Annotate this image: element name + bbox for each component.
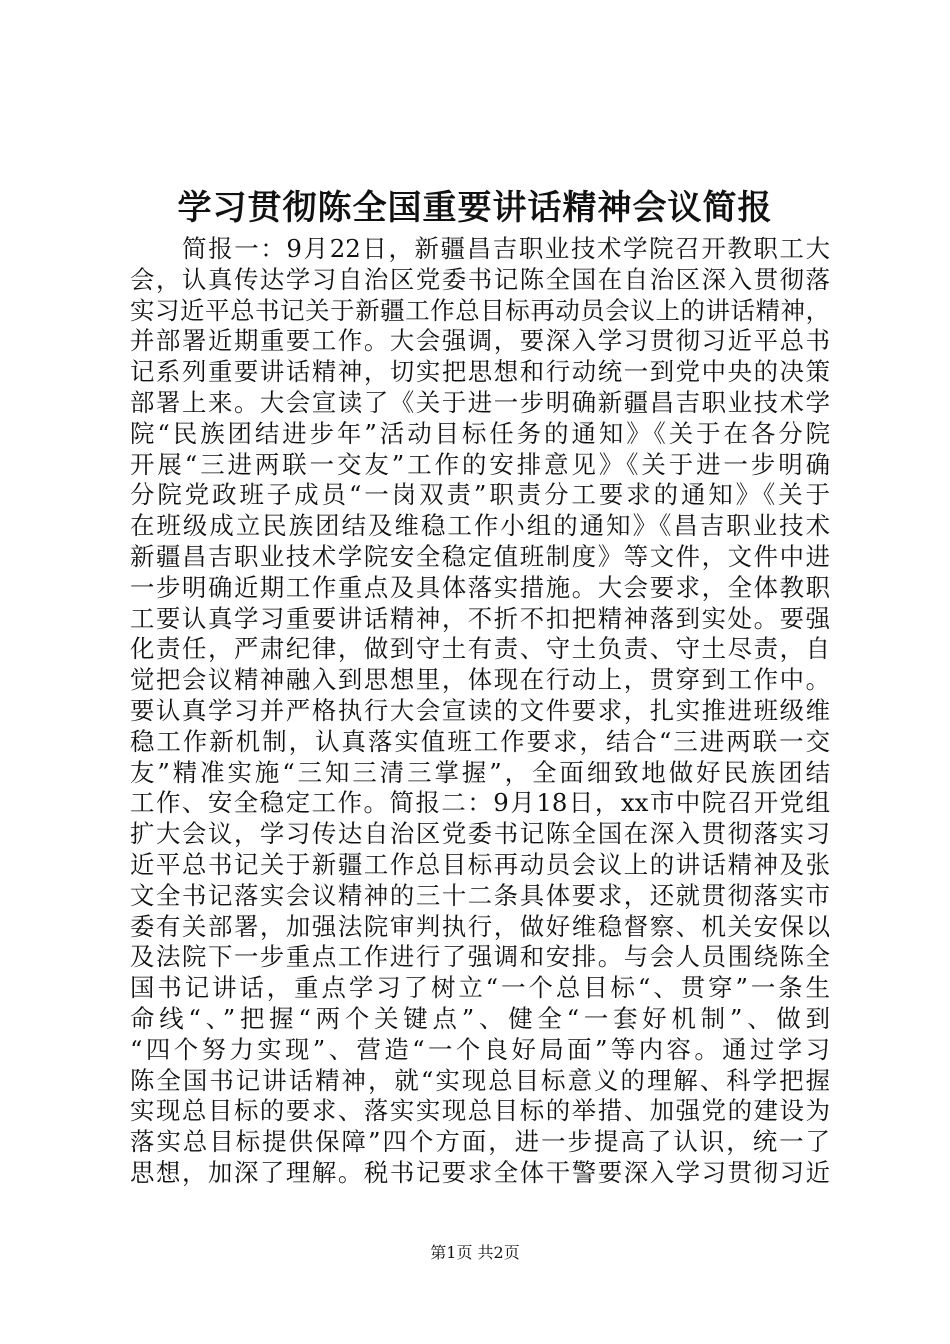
- body-line: 落实总目标提供保障”四个方面，进一步提高了认识，统一了: [130, 1127, 830, 1157]
- body-line: 友”精准实施“三知三清三掌握”，全面细致地做好民族团结: [130, 757, 830, 787]
- document-body: [130, 234, 830, 1189]
- body-line: 部署上来。大会宣读了《关于进一步明确新疆昌吉职业技术学: [130, 387, 830, 417]
- page-footer: 第1页 共2页: [430, 1243, 520, 1262]
- body-line: 院“民族团结进步年”活动目标任务的通知》《关于在各分院: [130, 418, 830, 448]
- body-line: 要认真学习并严格执行大会宣读的文件要求，扎实推进班级维: [130, 695, 830, 725]
- body-line: 实现总目标的要求、落实实现总目标的举措、加强党的建设为: [130, 1096, 830, 1126]
- body-line: 会，认真传达学习自治区党委书记陈全国在自治区深入贯彻落: [130, 264, 830, 294]
- body-line: 觉把会议精神融入到思想里，体现在行动上，贯穿到工作中。: [130, 665, 830, 695]
- body-line: 扩大会议，学习传达自治区党委书记陈全国在深入贯彻落实习: [130, 819, 830, 849]
- body-line: 委有关部署，加强法院审判执行，做好维稳督察、机关安保以: [130, 911, 830, 941]
- body-line: 工作、安全稳定工作。简报二：9月18日，xx市中院召开党组: [130, 788, 830, 818]
- body-line: 记系列重要讲话精神，切实把思想和行动统一到党中央的决策: [130, 357, 830, 387]
- body-line: 在班级成立民族团结及维稳工作小组的通知》《昌吉职业技术: [130, 511, 830, 541]
- body-line: 一步明确近期工作重点及具体落实措施。大会要求，全体教职: [130, 572, 830, 602]
- body-line: 并部署近期重要工作。大会强调，要深入学习贯彻习近平总书: [130, 326, 830, 356]
- body-line: 陈全国书记讲话精神，就“实现总目标意义的理解、科学把握: [130, 1065, 830, 1095]
- body-line: 简报一：9月22日，新疆昌吉职业技术学院召开教职工大: [130, 234, 830, 263]
- body-line: 近平总书记关于新疆工作总目标再动员会议上的讲话精神及张: [130, 849, 830, 879]
- body-line: 工要认真学习重要讲话精神，不折不扣把精神落到实处。要强: [130, 603, 830, 633]
- body-line: 文全书记落实会议精神的三十二条具体要求，还就贯彻落实市: [130, 880, 830, 910]
- body-line: “四个努力实现”、营造“一个良好局面”等内容。通过学习: [130, 1034, 830, 1064]
- body-line: 分院党政班子成员“一岗双责”职责分工要求的通知》《关于: [130, 480, 830, 510]
- document-title: 学习贯彻陈全国重要讲话精神会议简报: [177, 188, 773, 228]
- body-line: 思想，加深了理解。税书记要求全体干警要深入学习贯彻习近: [130, 1157, 830, 1187]
- body-line: 稳工作新机制，认真落实值班工作要求，结合“三进两联一交: [130, 726, 830, 756]
- body-line: 新疆昌吉职业技术学院安全稳定值班制度》等文件，文件中进: [130, 541, 830, 571]
- body-line: 化责任，严肃纪律，做到守土有责、守土负责、守土尽责，自: [130, 634, 830, 664]
- body-line: 国书记讲话，重点学习了树立“一个总目标“、贯穿”一条生: [130, 973, 830, 1003]
- body-line: 及法院下一步重点工作进行了强调和安排。与会人员围绕陈全: [130, 942, 830, 972]
- body-line: 开展“三进两联一交友”工作的安排意见》《关于进一步明确: [130, 449, 830, 479]
- body-line: 实习近平总书记关于新疆工作总目标再动员会议上的讲话精神，: [130, 295, 830, 325]
- body-line: 命线“、”把握“两个关键点”、健全“一套好机制”、做到: [130, 1003, 830, 1033]
